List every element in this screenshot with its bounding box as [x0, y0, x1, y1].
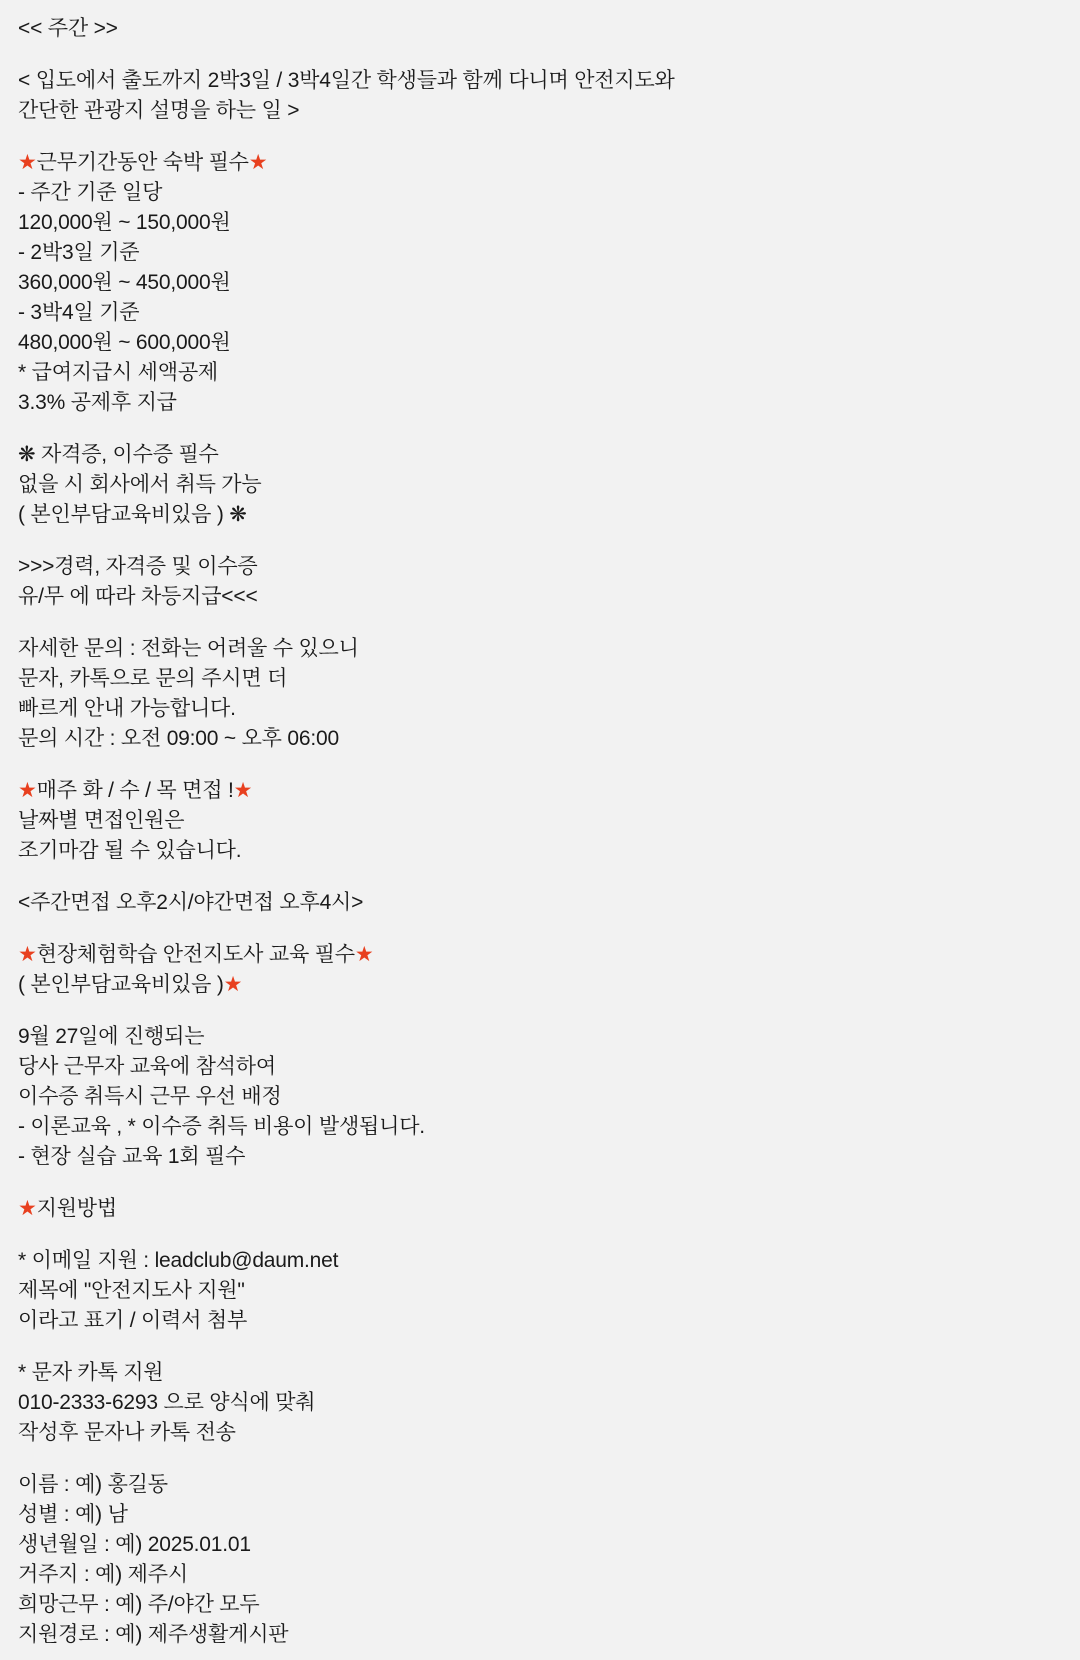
pay-section-title — [18, 148, 1062, 178]
interview-section — [18, 776, 1062, 866]
interview-line: 조기마감 될 수 있습니다. — [18, 839, 242, 862]
interview-title — [18, 776, 1062, 806]
star-icon: ★ — [354, 943, 374, 966]
training-title-text: 현장체험학습 안전지도사 교육 필수 — [36, 943, 355, 966]
pay-line: - 3박4일 기준 — [18, 301, 140, 324]
star-icon: ★ — [233, 779, 253, 802]
intro-section — [18, 66, 1062, 126]
pay-section — [18, 148, 1062, 418]
pay-line: 3.3% 공제후 지급 — [18, 391, 177, 414]
training-subtitle-text: ( 본인부담교육비있음 ) — [18, 973, 224, 996]
star-icon: ★ — [248, 151, 268, 174]
grade-pay-line: >>>경력, 자격증 및 이수증 — [18, 555, 258, 578]
form-field: 생년월일 : 예) 2025.01.01 — [18, 1533, 251, 1556]
interview-time-section — [18, 888, 1062, 918]
certificate-line: 없을 시 회사에서 취득 가능 — [18, 473, 262, 496]
training-section — [18, 940, 1062, 1000]
heading-text: << 주간 >> — [18, 17, 118, 40]
inquiry-hours: 문의 시간 : 오전 09:00 ~ 오후 06:00 — [18, 727, 339, 750]
pay-line: 360,000원 ~ 450,000원 — [18, 271, 231, 294]
apply-email-section — [18, 1246, 1062, 1336]
apply-email-line: * 이메일 지원 : leadclub@daum.net — [18, 1249, 339, 1272]
training-subtitle — [18, 970, 1062, 1000]
form-field: 거주지 : 예) 제주시 — [18, 1563, 188, 1586]
apply-message-phone: 010-2333-6293 으로 양식에 맞춰 — [18, 1391, 316, 1414]
apply-message-section — [18, 1358, 1062, 1448]
intro-line-2: 간단한 관광지 설명을 하는 일 > — [18, 99, 300, 122]
form-field: 지원경로 : 예) 제주생활게시판 — [18, 1623, 289, 1646]
star-icon: ★ — [18, 1197, 37, 1220]
star-icon: ★ — [18, 943, 37, 966]
interview-title-text: 매주 화 / 수 / 목 면접 ! — [36, 779, 234, 802]
apply-method-section — [18, 1194, 1062, 1224]
document-heading — [18, 14, 1062, 44]
pay-line: - 주간 기준 일당 — [18, 181, 163, 204]
pay-line: - 2박3일 기준 — [18, 241, 140, 264]
grade-pay-line: 유/무 에 따라 차등지급<<< — [18, 585, 258, 608]
training-detail-line: 당사 근무자 교육에 참석하여 — [18, 1055, 276, 1078]
star-icon: ★ — [223, 973, 243, 996]
apply-message-line: 작성후 문자나 카톡 전송 — [18, 1421, 236, 1444]
training-detail-section — [18, 1022, 1062, 1172]
pay-line: 480,000원 ~ 600,000원 — [18, 331, 231, 354]
certificate-line: ❋ 자격증, 이수증 필수 — [18, 443, 219, 466]
inquiry-line: 빠르게 안내 가능합니다. — [18, 697, 236, 720]
apply-method-title — [18, 1194, 1062, 1224]
apply-method-title-text: 지원방법 — [36, 1197, 117, 1220]
apply-email-line: 제목에 "안전지도사 지원" — [18, 1279, 245, 1302]
training-detail-line: - 현장 실습 교육 1회 필수 — [18, 1145, 246, 1168]
inquiry-line: 자세한 문의 : 전화는 어려울 수 있으니 — [18, 637, 359, 660]
certificate-line: ( 본인부담교육비있음 ) ❋ — [18, 503, 247, 526]
apply-message-line: * 문자 카톡 지원 — [18, 1361, 164, 1384]
star-icon: ★ — [18, 779, 37, 802]
grade-pay-section — [18, 552, 1062, 612]
training-detail-line: 9월 27일에 진행되는 — [18, 1025, 205, 1048]
interview-line: 날짜별 면접인원은 — [18, 809, 185, 832]
pay-line: 120,000원 ~ 150,000원 — [18, 211, 231, 234]
training-title — [18, 940, 1062, 970]
intro-line-1: < 입도에서 출도까지 2박3일 / 3박4일간 학생들과 함께 다니며 안전지도와 — [18, 69, 675, 92]
apply-email-line: 이라고 표기 / 이력서 첨부 — [18, 1309, 248, 1332]
inquiry-line: 문자, 카톡으로 문의 주시면 더 — [18, 667, 288, 690]
pay-section-title-text: 근무기간동안 숙박 필수 — [36, 151, 249, 174]
training-detail-line: - 이론교육 , * 이수증 취득 비용이 발생됩니다. — [18, 1115, 425, 1138]
pay-line: * 급여지급시 세액공제 — [18, 361, 219, 384]
form-field: 희망근무 : 예) 주/야간 모두 — [18, 1593, 260, 1616]
form-field: 성별 : 예) 남 — [18, 1503, 128, 1526]
form-field: 이름 : 예) 홍길동 — [18, 1473, 168, 1496]
application-form-fields — [18, 1470, 1062, 1650]
inquiry-section — [18, 634, 1062, 754]
interview-time-text: <주간면접 오후2시/야간면접 오후4시> — [18, 891, 364, 914]
star-icon: ★ — [18, 151, 37, 174]
certificate-section — [18, 440, 1062, 530]
training-detail-line: 이수증 취득시 근무 우선 배정 — [18, 1085, 282, 1108]
